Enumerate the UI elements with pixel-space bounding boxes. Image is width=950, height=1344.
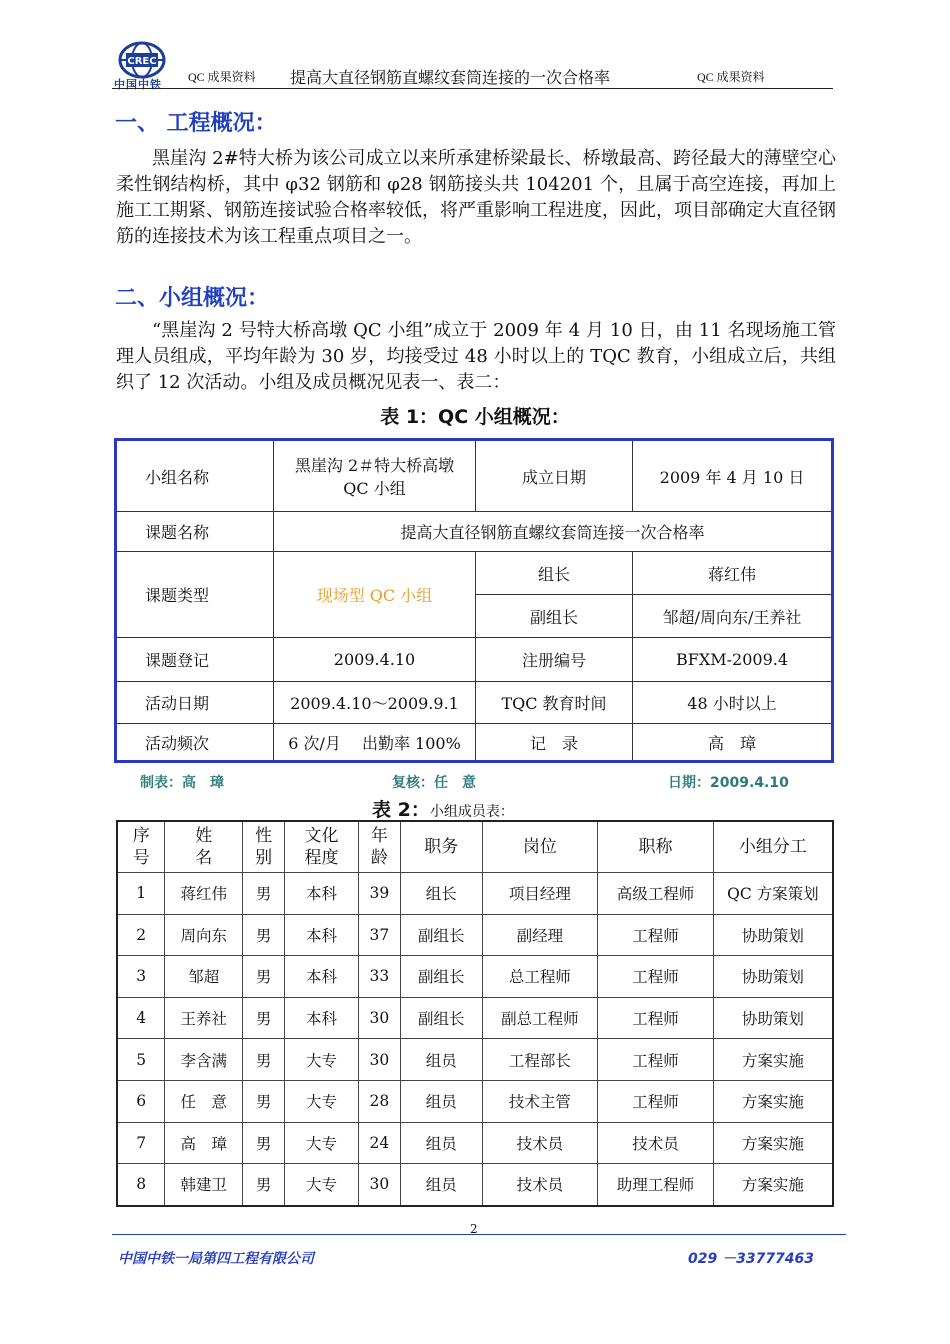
table-cell: 总工程师 — [482, 956, 598, 998]
table-cell: 活动频次 — [116, 724, 274, 762]
header-left-label: QC 成果资料 — [188, 70, 256, 84]
table1-caption: 表 1：QC 小组概况： — [380, 406, 570, 428]
table-cell: 39 — [358, 873, 400, 915]
table-cell: 协助策划 — [713, 956, 833, 998]
column-header: 岗位 — [482, 821, 598, 873]
table-cell: 男 — [243, 914, 285, 956]
section2-heading: 二、小组概况： — [115, 286, 270, 311]
table-cell: 大专 — [285, 1164, 359, 1206]
table-cell: 副组长 — [476, 595, 633, 638]
table-cell: 2009.4.10～2009.9.1 — [274, 682, 476, 724]
table-cell: 工程师 — [598, 914, 714, 956]
table-cell: 本科 — [285, 873, 359, 915]
section1-paragraph: 黑崖沟 2#特大桥为该公司成立以来所承建桥梁最长、桥墩最高、跨径最大的薄壁空心柔性钢结构桥，其中 φ32 钢筋和 φ28 钢筋接头共 104201 个，且属于高空连接，再加上施工工期紧、钢筋连接试验合格率较低，将严重影响工程进度，因此，项目部确定大直径钢筋的连接技术为该工程重点项目之一。 — [116, 148, 836, 247]
table-cell: 组长 — [400, 873, 482, 915]
header-title: 提高大直径钢筋直螺纹套筒连接的一次合格率 — [290, 70, 611, 87]
table-cell: 33 — [358, 956, 400, 998]
signoff-review: 复核：任 意 — [392, 775, 476, 791]
table-cell: 邹超/周向东/王养社 — [633, 595, 833, 638]
section1-heading: 一、 工程概况： — [115, 111, 277, 136]
table-row — [117, 1122, 833, 1164]
table-row — [117, 997, 833, 1039]
footer-phone: 029 －33777463 — [688, 1251, 815, 1267]
table-cell: 工程师 — [598, 1039, 714, 1081]
table-cell: 组员 — [400, 1080, 482, 1122]
table-cell: 30 — [358, 997, 400, 1039]
table-row — [117, 1164, 833, 1206]
table-cell: 协助策划 — [713, 914, 833, 956]
table-cell: 男 — [243, 1164, 285, 1206]
table-cell: 工程师 — [598, 997, 714, 1039]
table2-caption — [372, 795, 514, 822]
table-cell: 本科 — [285, 956, 359, 998]
table-cell: 2 — [117, 914, 165, 956]
table-cell: 组员 — [400, 1122, 482, 1164]
table-cell: 30 — [358, 1164, 400, 1206]
table-cell: 男 — [243, 873, 285, 915]
table-cell: 成立日期 — [476, 440, 633, 512]
table-cell: 高 璋 — [633, 724, 833, 762]
footer-company: 中国中铁一局第四工程有限公司 — [118, 1251, 314, 1267]
table-cell: 24 — [358, 1122, 400, 1164]
table-cell: 男 — [243, 997, 285, 1039]
table-row — [117, 873, 833, 915]
table-cell: 组员 — [400, 1039, 482, 1081]
table-cell: 组长 — [476, 552, 633, 595]
column-header: 小组分工 — [713, 821, 833, 873]
table-cell: 7 — [117, 1122, 165, 1164]
table-row — [116, 724, 833, 762]
signoff-date: 日期：2009.4.10 — [668, 775, 789, 791]
table-cell: 技术员 — [482, 1122, 598, 1164]
table-cell: 活动日期 — [116, 682, 274, 724]
table-cell: QC 方案策划 — [713, 873, 833, 915]
table-cell: 副组长 — [400, 997, 482, 1039]
table-cell: 课题名称 — [116, 512, 274, 552]
table-cell: 韩建卫 — [165, 1164, 243, 1206]
table-cell: 副总工程师 — [482, 997, 598, 1039]
table2-caption-title: 表 2： — [372, 799, 430, 821]
table-cell: 副经理 — [482, 914, 598, 956]
table-cell: 记 录 — [476, 724, 633, 762]
table-cell: 小组名称 — [116, 440, 274, 512]
table-row — [117, 956, 833, 998]
table-cell: 课题类型 — [116, 552, 274, 638]
qc-group-overview-table — [114, 438, 834, 763]
table-cell: 6 次/月 出勤率 100% — [274, 724, 476, 762]
section2-paragraph: “黑崖沟 2 号特大桥高墩 QC 小组”成立于 2009 年 4 月 10 日，由 11 名现场施工管理人员组成，平均年龄为 30 岁，均接受过 48 小时以上的 TQC 教育，小组成立后，共组织了 12 次活动。小组及成员概况见表一、表二： — [116, 320, 836, 393]
table-cell: 副组长 — [400, 914, 482, 956]
table-cell: 大专 — [285, 1039, 359, 1081]
column-header: 职务 — [400, 821, 482, 873]
table-cell: 高级工程师 — [598, 873, 714, 915]
table-cell: 现场型 QC 小组 — [274, 552, 476, 638]
table-row — [116, 512, 833, 552]
table-cell: 提高大直径钢筋直螺纹套筒连接一次合格率 — [274, 512, 833, 552]
table-cell: 组员 — [400, 1164, 482, 1206]
table-cell: 30 — [358, 1039, 400, 1081]
page-number: 2 — [470, 1222, 478, 1236]
table-cell: 蒋红伟 — [165, 873, 243, 915]
table-cell: 大专 — [285, 1122, 359, 1164]
table-row — [116, 440, 833, 512]
table-cell: 工程师 — [598, 956, 714, 998]
table-cell: 48 小时以上 — [633, 682, 833, 724]
table-cell: 28 — [358, 1080, 400, 1122]
table-cell: 副组长 — [400, 956, 482, 998]
table-cell: 技术员 — [482, 1164, 598, 1206]
table-cell: 蒋红伟 — [633, 552, 833, 595]
table-cell: 助理工程师 — [598, 1164, 714, 1206]
table-cell: 注册编号 — [476, 638, 633, 682]
table-cell: 技术主管 — [482, 1080, 598, 1122]
table-cell: 周向东 — [165, 914, 243, 956]
svg-text:CREC: CREC — [127, 56, 157, 67]
table-cell: 黑崖沟 2＃特大桥高墩 QC 小组 — [274, 440, 476, 512]
table-cell: 高 璋 — [165, 1122, 243, 1164]
footer-divider — [112, 1234, 846, 1235]
table-cell: 大专 — [285, 1080, 359, 1122]
header-divider — [112, 88, 833, 89]
member-table — [116, 820, 834, 1207]
table-cell: 工程师 — [598, 1080, 714, 1122]
table-cell: 5 — [117, 1039, 165, 1081]
table-cell: 4 — [117, 997, 165, 1039]
column-header: 序 号 — [117, 821, 165, 873]
table-row — [117, 914, 833, 956]
table-cell: 工程部长 — [482, 1039, 598, 1081]
table-cell: 课题登记 — [116, 638, 274, 682]
table-cell: 方案实施 — [713, 1080, 833, 1122]
table-cell: 1 — [117, 873, 165, 915]
signoff-made: 制表：高 璋 — [140, 775, 224, 791]
table-cell: 本科 — [285, 997, 359, 1039]
table-cell: 项目经理 — [482, 873, 598, 915]
logo-text: 中国中铁 — [114, 78, 162, 91]
table-cell: 技术员 — [598, 1122, 714, 1164]
table-cell: 方案实施 — [713, 1122, 833, 1164]
table-cell: 方案实施 — [713, 1039, 833, 1081]
table-cell: TQC 教育时间 — [476, 682, 633, 724]
table-cell: 协助策划 — [713, 997, 833, 1039]
table-cell: 任 意 — [165, 1080, 243, 1122]
table-cell: 37 — [358, 914, 400, 956]
table-row — [116, 638, 833, 682]
table-cell: 6 — [117, 1080, 165, 1122]
header-right-label: QC 成果资料 — [697, 70, 765, 84]
table-cell: 3 — [117, 956, 165, 998]
column-header: 年 龄 — [358, 821, 400, 873]
table-cell: 男 — [243, 1122, 285, 1164]
table-cell: 邹超 — [165, 956, 243, 998]
table-row — [116, 552, 833, 595]
table-header-row — [117, 821, 833, 873]
table-cell: 王养社 — [165, 997, 243, 1039]
column-header: 文化 程度 — [285, 821, 359, 873]
table-row — [117, 1080, 833, 1122]
table-row — [116, 682, 833, 724]
table-cell: 男 — [243, 1039, 285, 1081]
table-cell: 2009.4.10 — [274, 638, 476, 682]
column-header: 姓 名 — [165, 821, 243, 873]
column-header: 性 别 — [243, 821, 285, 873]
table-cell: BFXM-2009.4 — [633, 638, 833, 682]
table-cell: 男 — [243, 1080, 285, 1122]
table-cell: 2009 年 4 月 10 日 — [633, 440, 833, 512]
table-cell: 李含满 — [165, 1039, 243, 1081]
table-cell: 方案实施 — [713, 1164, 833, 1206]
table-cell: 本科 — [285, 914, 359, 956]
table2-caption-sub: 小组成员表： — [429, 804, 514, 820]
table-cell: 男 — [243, 956, 285, 998]
column-header: 职称 — [598, 821, 714, 873]
table-row — [117, 1039, 833, 1081]
table-cell: 8 — [117, 1164, 165, 1206]
